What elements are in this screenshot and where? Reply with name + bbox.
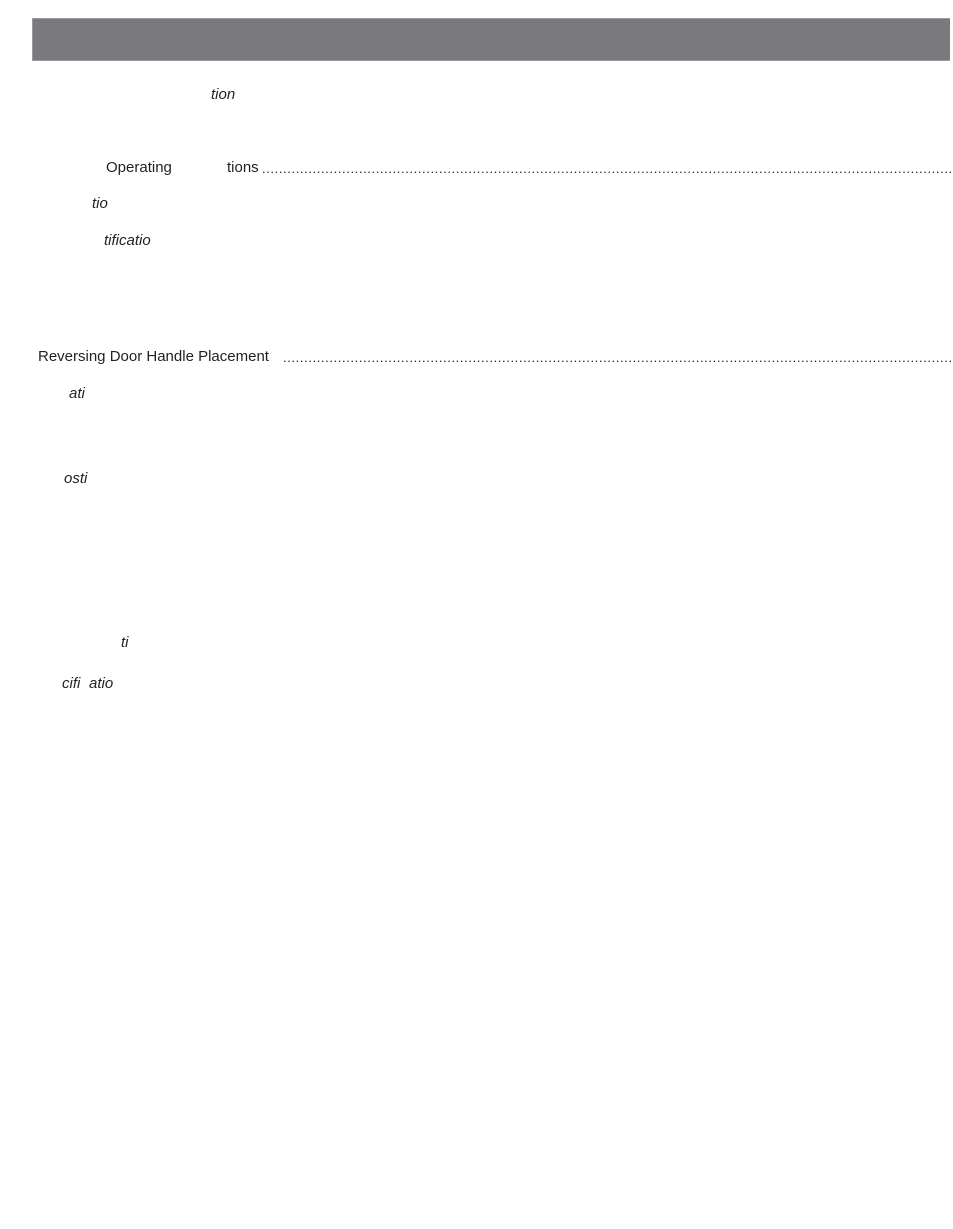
toc-leader-dots: ....................................................................................................................................................................: [262, 161, 953, 176]
toc-fragment-ati: ati: [69, 385, 85, 402]
header-bar: [32, 18, 950, 61]
toc-fragment-ti: ti: [121, 634, 129, 651]
toc-entry-tions-label[interactable]: tions: [227, 159, 259, 176]
toc-entry-operating-label[interactable]: Operating: [106, 159, 172, 176]
toc-entry-reversing-door-handle[interactable]: Reversing Door Handle Placement: [38, 348, 269, 365]
toc-fragment-tificatio: tificatio: [104, 232, 151, 249]
toc-fragment-tion: tion: [211, 86, 236, 103]
toc-fragment-osti: osti: [64, 470, 88, 487]
toc-leader-dots: ...............................................................................................................................................................: [283, 350, 953, 365]
toc-fragment-atio: atio: [89, 675, 114, 692]
toc-fragment-cifi: cifi: [62, 675, 81, 692]
toc-fragment-tio: tio: [92, 195, 108, 212]
